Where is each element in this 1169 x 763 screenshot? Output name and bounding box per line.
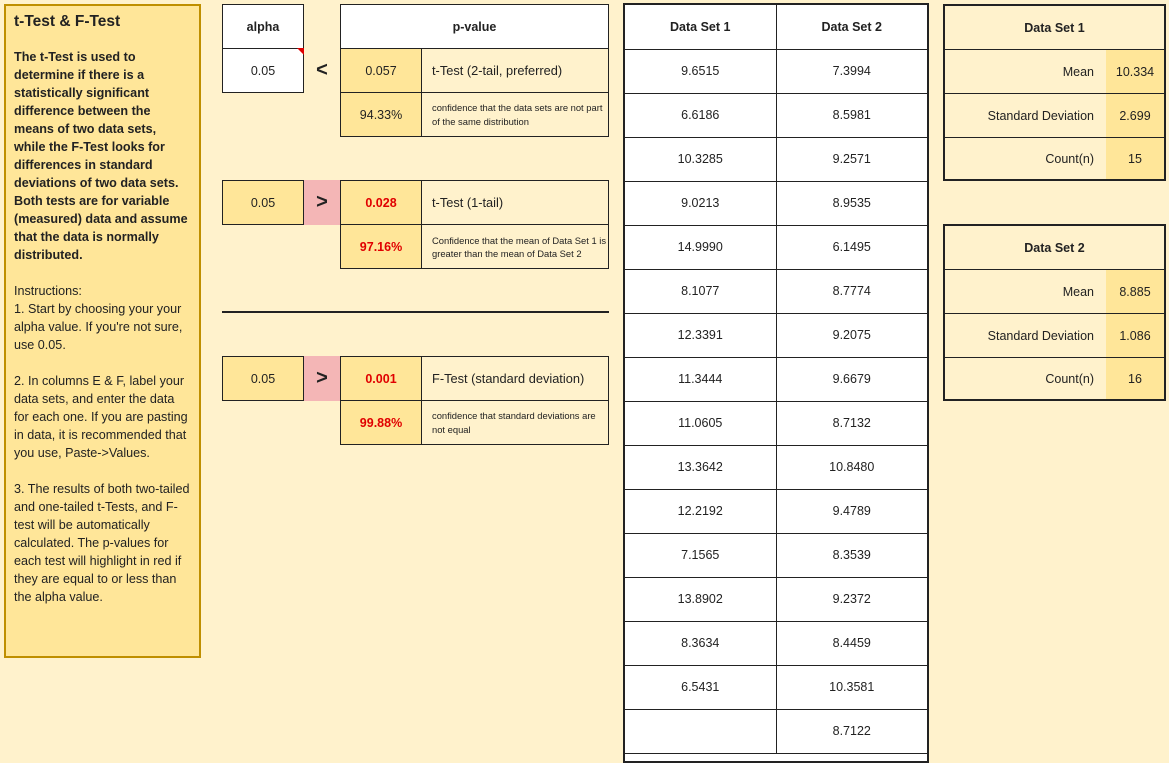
data-cell[interactable]: 13.3642 [677,460,723,474]
section-divider [222,311,609,313]
stats-panel-data-set-2 [943,224,1166,401]
sd-label-2: Standard Deviation [945,314,1106,358]
data-cell[interactable]: 8.4459 [776,621,928,665]
stats-title-2: Data Set 2 [945,226,1164,270]
column-header-data-set-1[interactable]: Data Set 1 [670,20,731,34]
data-cell[interactable]: 7.1565 [681,548,720,562]
data-cell[interactable]: 9.0213 [681,196,720,210]
table-row [625,709,927,754]
data-cell[interactable]: 7.3994 [776,49,928,93]
test-name-1: t-Test (2-tail, preferred) [421,48,609,93]
data-cell[interactable]: 10.3285 [677,152,723,166]
data-cell[interactable]: 6.6186 [681,108,720,122]
table-row [625,577,927,622]
data-table [623,3,929,763]
data-cell[interactable]: 11.3444 [678,372,723,386]
data-cell[interactable]: 9.4789 [776,489,928,533]
comparison-symbol-1: < [316,59,328,81]
mean-value-1: 10.334 [1106,50,1164,94]
data-cell[interactable]: 8.9535 [776,181,928,225]
data-cell[interactable]: 13.8902 [677,592,723,606]
data-cell[interactable]: 8.3539 [776,533,928,577]
data-cell[interactable]: 8.7132 [776,401,928,445]
mean-label-2: Mean [945,270,1106,314]
table-row [625,93,927,138]
table-row [625,621,927,666]
count-value-1: 15 [1106,138,1164,179]
data-cell[interactable]: 6.5431 [681,680,720,694]
mean-label-1: Mean [945,50,1106,94]
table-row [625,225,927,270]
sd-value-1: 2.699 [1106,94,1164,138]
table-row [625,137,927,182]
test-name-2: t-Test (1-tail) [421,180,609,225]
table-row [625,181,927,226]
confidence-note-1: confidence that the data sets are not part of the same distribution [421,92,609,137]
pvalue-header: p-value [340,4,609,49]
table-row [625,357,927,402]
table-row [625,445,927,490]
data-cell[interactable]: 14.9990 [677,240,723,254]
data-cell[interactable]: 9.2075 [776,313,928,357]
data-cell[interactable]: 12.3391 [677,328,723,342]
alpha-input-1[interactable]: 0.05 [222,48,304,93]
data-cell[interactable]: 10.8480 [776,445,928,489]
data-cell[interactable]: 8.5981 [776,93,928,137]
sd-label-1: Standard Deviation [945,94,1106,138]
confidence-1: 94.33% [340,92,422,137]
table-header-row [625,5,927,50]
sheet-title: t-Test & F-Test [14,13,121,30]
sd-value-2: 1.086 [1106,314,1164,358]
comparison-symbol-3: > [304,356,340,401]
data-cell[interactable]: 12.2192 [677,504,723,518]
instructions-heading: Instructions: [14,284,82,298]
data-cell[interactable]: 8.3634 [681,636,720,650]
test-name-3: F-Test (standard deviation) [421,356,609,401]
data-cell[interactable]: 8.7122 [776,709,928,753]
data-cell[interactable]: 10.3581 [776,665,928,709]
pvalue-3: 0.001 [340,356,422,401]
confidence-note-3: confidence that standard deviations are not equal [421,400,609,445]
table-row [625,313,927,358]
data-cell[interactable] [625,709,776,753]
comment-indicator-icon [295,48,304,57]
table-row [625,401,927,446]
table-row [625,665,927,710]
confidence-2: 97.16% [340,224,422,269]
data-cell[interactable]: 9.6679 [776,357,928,401]
description-text: The t-Test is used to determine if there is a statistically significant difference between the means of two data sets, while the F-Test looks for differences in standard deviations of two data sets. Both tests are for variable (measured) data and assume that the data is normally distributed. [14,50,188,262]
instructions-panel [4,4,201,658]
stats-title-1: Data Set 1 [945,6,1164,50]
data-cell[interactable]: 9.6515 [681,64,720,78]
column-header-data-set-2[interactable]: Data Set 2 [776,5,928,49]
instruction-step-2: 2. In columns E & F, label your data sets, and enter the data for each one. If you are pasting in data, it is recommended that you use, Paste->Values. [14,374,188,460]
alpha-input-3[interactable]: 0.05 [222,356,304,401]
count-label-2: Count(n) [945,358,1106,399]
data-cell[interactable]: 9.2571 [776,137,928,181]
mean-value-2: 8.885 [1106,270,1164,314]
count-label-1: Count(n) [945,138,1106,179]
confidence-3: 99.88% [340,400,422,445]
count-value-2: 16 [1106,358,1164,399]
comparison-symbol-2: > [304,180,340,225]
alpha-header: alpha [222,4,304,49]
data-cell[interactable]: 8.7774 [776,269,928,313]
data-cell[interactable]: 6.1495 [776,225,928,269]
instruction-step-3: 3. The results of both two-tailed and one-tailed t-Tests, and F-test will be automatically calculated. The p-values for each test will highlight in red if they are equal to or less than the alpha value. [14,482,190,604]
table-row [625,269,927,314]
confidence-note-2: Confidence that the mean of Data Set 1 is greater than the mean of Data Set 2 [421,224,609,269]
data-cell[interactable]: 8.1077 [681,284,720,298]
table-row [625,49,927,94]
instruction-step-1: 1. Start by choosing your your alpha value. If you're not sure, use 0.05. [14,302,183,352]
alpha-input-2[interactable]: 0.05 [222,180,304,225]
table-row [625,489,927,534]
stats-panel-data-set-1 [943,4,1166,181]
data-cell[interactable]: 11.0605 [678,416,723,430]
pvalue-1: 0.057 [340,48,422,93]
table-row [625,533,927,578]
data-cell[interactable]: 9.2372 [776,577,928,621]
pvalue-2: 0.028 [340,180,422,225]
